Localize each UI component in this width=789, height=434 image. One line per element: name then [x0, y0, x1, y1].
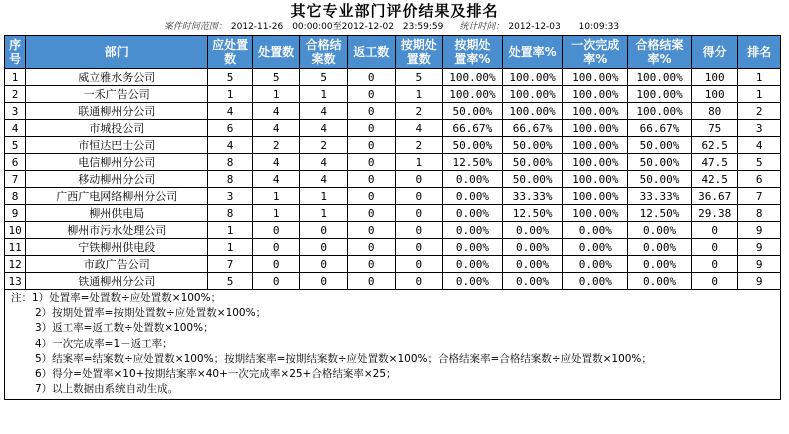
cell-dept: 市城投公司	[26, 120, 208, 137]
cell-no: 2	[5, 86, 26, 103]
notes-box	[4, 290, 781, 400]
cell-ontime-rate: 0.00%	[443, 171, 503, 188]
cell-handle-rate: 50.00%	[502, 171, 563, 188]
cell-qual-rate: 66.67%	[628, 120, 692, 137]
cell-score: 0	[691, 256, 738, 273]
cell-handle-rate: 50.00%	[502, 154, 563, 171]
cell-rank: 8	[738, 205, 781, 222]
table-row	[5, 171, 781, 188]
cell-ontime: 0	[395, 188, 443, 205]
cell-ontime-rate: 0.00%	[443, 273, 503, 290]
cell-rank: 2	[738, 103, 781, 120]
cell-handle-rate: 50.00%	[502, 137, 563, 154]
cell-handle-rate: 0.00%	[502, 273, 563, 290]
cell-rework: 0	[347, 86, 395, 103]
table-row	[5, 188, 781, 205]
cell-qualified: 1	[300, 86, 348, 103]
table-row	[5, 103, 781, 120]
cell-qualified: 4	[300, 103, 348, 120]
note-line: 5）结案率=结案数÷应处置数×100%；按期结案率=按期结案数÷应处置数×100%；合格结案率=合格结案数÷应处置数×100%；	[35, 352, 652, 365]
cell-score: 36.67	[691, 188, 738, 205]
table-row	[5, 137, 781, 154]
cell-should: 8	[208, 154, 253, 171]
cell-qualified: 5	[300, 69, 348, 86]
cell-rework: 0	[347, 120, 395, 137]
cell-score: 80	[691, 103, 738, 120]
table-row	[5, 205, 781, 222]
cell-ontime: 1	[395, 86, 443, 103]
cell-rework: 0	[347, 256, 395, 273]
cell-ontime-rate: 66.67%	[443, 120, 503, 137]
cell-should: 5	[208, 273, 253, 290]
cell-qualified: 0	[300, 222, 348, 239]
cell-qual-rate: 0.00%	[628, 256, 692, 273]
cell-qual-rate: 12.50%	[628, 205, 692, 222]
cell-rank: 6	[738, 171, 781, 188]
cell-qualified: 0	[300, 256, 348, 273]
cell-qualified: 4	[300, 120, 348, 137]
cell-handle-rate: 100.00%	[502, 69, 563, 86]
cell-handled: 2	[252, 137, 300, 154]
cell-score: 100	[691, 69, 738, 86]
cell-handled: 4	[252, 171, 300, 188]
cell-ontime: 0	[395, 222, 443, 239]
cell-first-rate: 0.00%	[563, 273, 628, 290]
cell-handled: 4	[252, 103, 300, 120]
cell-rank: 9	[738, 222, 781, 239]
cell-ontime-rate: 0.00%	[443, 256, 503, 273]
table-row	[5, 239, 781, 256]
note-line: 6）得分=处置率×10+按期结案率×40+一次完成率×25+合格结案率×25；	[35, 368, 397, 381]
cell-should: 4	[208, 103, 253, 120]
cell-score: 42.5	[691, 171, 738, 188]
table-row	[5, 86, 781, 103]
note-line: 2）按期处置率=按期处置数÷应处置数×100%；	[35, 307, 267, 320]
cell-no: 3	[5, 103, 26, 120]
cell-handle-rate: 0.00%	[502, 222, 563, 239]
col-header-no: 序号	[5, 36, 26, 69]
col-header-first-rate: 一次完成率%	[563, 36, 628, 69]
cell-ontime: 0	[395, 273, 443, 290]
cell-dept: 铁通柳州分公司	[26, 273, 208, 290]
cell-qual-rate: 50.00%	[628, 171, 692, 188]
cell-no: 5	[5, 137, 26, 154]
cell-dept: 市政广告公司	[26, 256, 208, 273]
cell-qual-rate: 33.33%	[628, 188, 692, 205]
report-title: 其它专业部门评价结果及排名	[290, 2, 499, 20]
cell-ontime: 4	[395, 120, 443, 137]
cell-qual-rate: 0.00%	[628, 239, 692, 256]
cell-should: 4	[208, 137, 253, 154]
cell-handled: 5	[252, 69, 300, 86]
cell-first-rate: 100.00%	[563, 188, 628, 205]
cell-qual-rate: 0.00%	[628, 222, 692, 239]
table-row	[5, 222, 781, 239]
cell-score: 0	[691, 273, 738, 290]
cell-qualified: 4	[300, 154, 348, 171]
cell-ontime: 0	[395, 239, 443, 256]
cell-first-rate: 100.00%	[563, 154, 628, 171]
stat-time-value: 2012-12-03 10:09:33	[508, 22, 620, 32]
time-range-label: 案件时间范围：	[163, 22, 227, 32]
table-body	[5, 69, 781, 290]
col-header-ontime-rate: 按期处置率%	[443, 36, 503, 69]
cell-should: 8	[208, 205, 253, 222]
cell-dept: 联通柳州分公司	[26, 103, 208, 120]
table-row	[5, 69, 781, 86]
cell-no: 13	[5, 273, 26, 290]
cell-rank: 1	[738, 69, 781, 86]
cell-no: 4	[5, 120, 26, 137]
cell-qualified: 1	[300, 188, 348, 205]
cell-no: 11	[5, 239, 26, 256]
table-row	[5, 256, 781, 273]
col-header-score: 得分	[691, 36, 738, 69]
note-line: 注：1）处置率=处置数÷应处置数×100%；	[11, 292, 222, 304]
cell-dept: 柳州供电局	[26, 205, 208, 222]
note-line: 7）以上数据由系统自动生成。	[35, 383, 179, 396]
col-header-ontime: 按期处置数	[395, 36, 443, 69]
cell-score: 0	[691, 239, 738, 256]
table-header-row	[5, 36, 781, 69]
cell-ontime: 2	[395, 103, 443, 120]
cell-qualified: 4	[300, 171, 348, 188]
cell-first-rate: 0.00%	[563, 239, 628, 256]
cell-no: 12	[5, 256, 26, 273]
cell-rank: 5	[738, 154, 781, 171]
cell-should: 5	[208, 69, 253, 86]
cell-score: 29.38	[691, 205, 738, 222]
col-header-dept: 部门	[26, 36, 208, 69]
cell-rework: 0	[347, 103, 395, 120]
cell-handle-rate: 33.33%	[502, 188, 563, 205]
cell-dept: 威立雅水务公司	[26, 69, 208, 86]
cell-should: 1	[208, 86, 253, 103]
col-header-rank: 排名	[738, 36, 781, 69]
cell-handle-rate: 100.00%	[502, 86, 563, 103]
cell-no: 6	[5, 154, 26, 171]
table-row	[5, 273, 781, 290]
cell-no: 8	[5, 188, 26, 205]
cell-handled: 0	[252, 222, 300, 239]
cell-first-rate: 0.00%	[563, 256, 628, 273]
cell-ontime-rate: 50.00%	[443, 137, 503, 154]
cell-qual-rate: 100.00%	[628, 103, 692, 120]
cell-rank: 9	[738, 256, 781, 273]
cell-should: 7	[208, 256, 253, 273]
cell-handled: 1	[252, 86, 300, 103]
cell-dept: 移动柳州分公司	[26, 171, 208, 188]
cell-rank: 3	[738, 120, 781, 137]
cell-should: 6	[208, 120, 253, 137]
ranking-table	[4, 35, 781, 290]
col-header-should: 应处置数	[208, 36, 253, 69]
cell-rework: 0	[347, 154, 395, 171]
cell-qualified: 1	[300, 205, 348, 222]
cell-first-rate: 100.00%	[563, 86, 628, 103]
cell-first-rate: 100.00%	[563, 171, 628, 188]
cell-score: 0	[691, 222, 738, 239]
col-header-rework: 返工数	[347, 36, 395, 69]
cell-score: 62.5	[691, 137, 738, 154]
stat-time-label: 统计时间：	[459, 22, 505, 32]
cell-qual-rate: 50.00%	[628, 154, 692, 171]
cell-no: 1	[5, 69, 26, 86]
cell-qual-rate: 0.00%	[628, 273, 692, 290]
cell-dept: 宁铁柳州供电段	[26, 239, 208, 256]
cell-qual-rate: 100.00%	[628, 86, 692, 103]
cell-ontime: 0	[395, 171, 443, 188]
cell-should: 8	[208, 171, 253, 188]
cell-handle-rate: 12.50%	[502, 205, 563, 222]
cell-dept: 电信柳州分公司	[26, 154, 208, 171]
cell-rework: 0	[347, 171, 395, 188]
cell-ontime: 2	[395, 137, 443, 154]
cell-first-rate: 100.00%	[563, 120, 628, 137]
cell-handled: 0	[252, 256, 300, 273]
cell-rework: 0	[347, 188, 395, 205]
cell-should: 1	[208, 239, 253, 256]
cell-ontime: 0	[395, 205, 443, 222]
cell-handle-rate: 0.00%	[502, 239, 563, 256]
cell-rank: 7	[738, 188, 781, 205]
cell-ontime: 0	[395, 256, 443, 273]
table-row	[5, 120, 781, 137]
cell-first-rate: 100.00%	[563, 103, 628, 120]
cell-ontime: 1	[395, 154, 443, 171]
cell-first-rate: 100.00%	[563, 69, 628, 86]
cell-qualified: 0	[300, 239, 348, 256]
cell-rework: 0	[347, 205, 395, 222]
cell-handle-rate: 66.67%	[502, 120, 563, 137]
cell-should: 3	[208, 188, 253, 205]
cell-ontime-rate: 100.00%	[443, 69, 503, 86]
cell-first-rate: 100.00%	[563, 205, 628, 222]
cell-qual-rate: 50.00%	[628, 137, 692, 154]
cell-ontime-rate: 0.00%	[443, 239, 503, 256]
cell-first-rate: 100.00%	[563, 137, 628, 154]
col-header-handled: 处置数	[252, 36, 300, 69]
cell-rank: 4	[738, 137, 781, 154]
cell-ontime-rate: 12.50%	[443, 154, 503, 171]
cell-rework: 0	[347, 273, 395, 290]
cell-dept: 市恒达巴士公司	[26, 137, 208, 154]
cell-no: 10	[5, 222, 26, 239]
cell-handled: 1	[252, 205, 300, 222]
cell-rank: 1	[738, 86, 781, 103]
cell-rework: 0	[347, 239, 395, 256]
cell-score: 47.5	[691, 154, 738, 171]
cell-handle-rate: 100.00%	[502, 103, 563, 120]
cell-dept: 广西广电网络柳州分公司	[26, 188, 208, 205]
cell-handle-rate: 0.00%	[502, 256, 563, 273]
cell-ontime-rate: 100.00%	[443, 86, 503, 103]
cell-ontime-rate: 0.00%	[443, 188, 503, 205]
cell-score: 75	[691, 120, 738, 137]
cell-score: 100	[691, 86, 738, 103]
cell-first-rate: 0.00%	[563, 222, 628, 239]
cell-ontime: 5	[395, 69, 443, 86]
col-header-qualified: 合格结案数	[300, 36, 348, 69]
time-range-value: 2012-11-26 00:00:00至2012-12-02 23:59:59	[230, 22, 444, 32]
cell-rank: 9	[738, 239, 781, 256]
col-header-qual-rate: 合格结案率%	[628, 36, 692, 69]
cell-no: 7	[5, 171, 26, 188]
cell-rework: 0	[347, 222, 395, 239]
cell-rework: 0	[347, 69, 395, 86]
cell-rank: 9	[738, 273, 781, 290]
cell-handled: 4	[252, 120, 300, 137]
note-line: 3）返工率=返工数÷处置数×100%；	[35, 322, 214, 335]
cell-ontime-rate: 50.00%	[443, 103, 503, 120]
cell-rework: 0	[347, 137, 395, 154]
cell-dept: 柳州市污水处理公司	[26, 222, 208, 239]
table-row	[5, 154, 781, 171]
cell-qualified: 2	[300, 137, 348, 154]
cell-should: 1	[208, 222, 253, 239]
cell-ontime-rate: 0.00%	[443, 222, 503, 239]
col-header-handle-rate: 处置率%	[502, 36, 563, 69]
cell-handled: 4	[252, 154, 300, 171]
cell-no: 9	[5, 205, 26, 222]
cell-handled: 0	[252, 273, 300, 290]
cell-ontime-rate: 0.00%	[443, 205, 503, 222]
report-meta	[0, 21, 789, 35]
cell-qualified: 0	[300, 273, 348, 290]
cell-handled: 0	[252, 239, 300, 256]
cell-qual-rate: 100.00%	[628, 69, 692, 86]
cell-handled: 1	[252, 188, 300, 205]
note-line: 4）一次完成率=1－返工率；	[35, 337, 173, 350]
cell-dept: 一禾广告公司	[26, 86, 208, 103]
